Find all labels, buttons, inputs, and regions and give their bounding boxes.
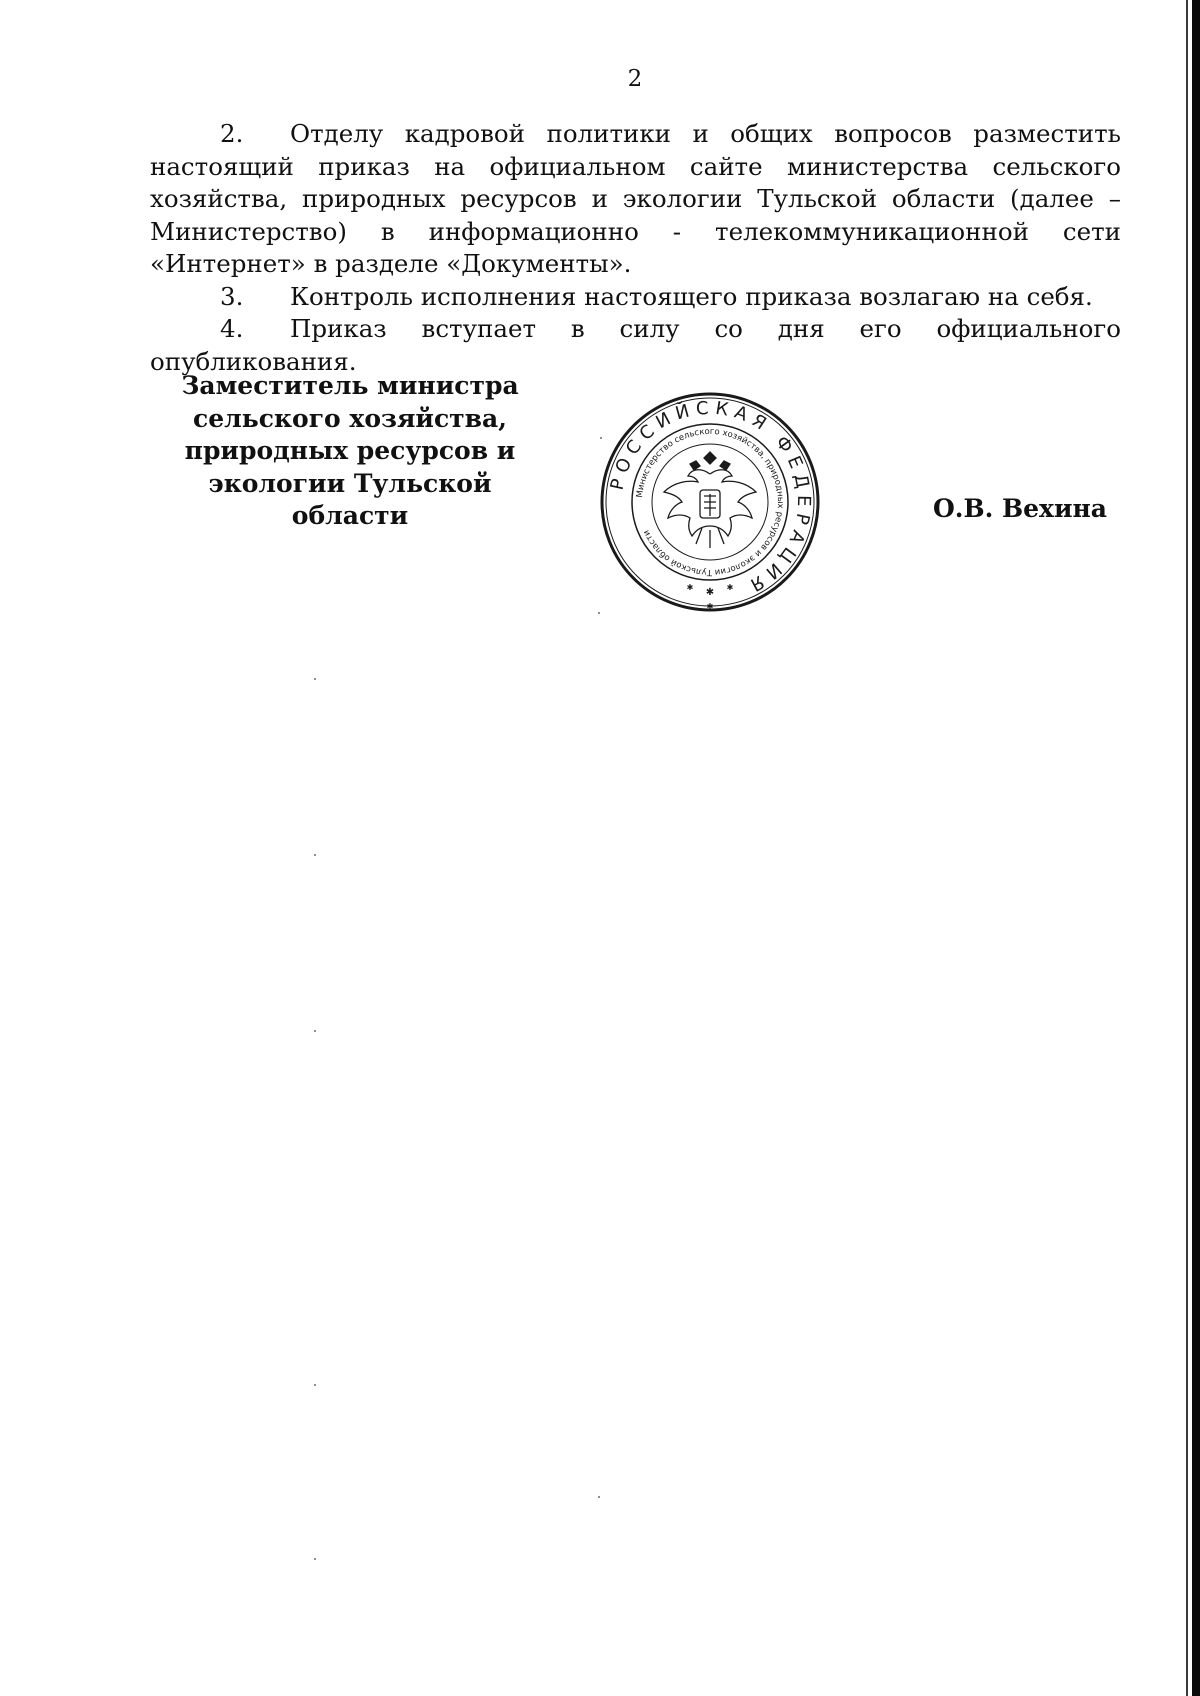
seal-inner-text: Министерство сельского хозяйства, природных ресурсов и экологии Тульской области: [635, 426, 786, 578]
paragraph-number: 4.: [220, 314, 244, 343]
official-seal: [598, 390, 822, 614]
scan-edge-border: [1192, 0, 1200, 1696]
paragraph-text: Контроль исполнения настоящего приказа возлагаю на себя.: [290, 281, 1093, 311]
paragraph-text: Отделу кадровой политики и общих вопросов разместить настоящий приказ на официальном сайте министерства сельского хозяйства, природных ресурсов и экологии Тульской области (далее – Министерство) в информационно - телекоммуникационной сети «Интернет» в разделе «Документы».: [150, 119, 1121, 278]
signer-position-line: природных ресурсов и: [184, 436, 516, 465]
svg-text:✱: ✱: [705, 587, 715, 598]
paragraph-number: 2.: [220, 119, 244, 148]
paragraph-3: [150, 281, 1121, 314]
scan-speck: [598, 1496, 600, 1498]
seal-outer-text: РОССИЙСКАЯ ФЕДЕРАЦИЯ: [606, 397, 815, 598]
svg-text:✱: ✱: [706, 602, 714, 611]
star-icon: [687, 583, 734, 611]
double-headed-eagle-icon: [664, 452, 756, 548]
signer-position-line: сельского хозяйства,: [193, 403, 507, 433]
scan-speck: [314, 1030, 316, 1032]
signer-position-line: Заместитель министра: [181, 371, 519, 400]
scan-speck: [314, 854, 316, 856]
paragraph-number: 3.: [220, 281, 244, 311]
paragraph-text: Приказ вступает в силу со дня его официального опубликования.: [150, 314, 1121, 376]
scan-edge-line: [1186, 0, 1188, 1696]
scan-speck: [314, 1384, 316, 1386]
order-body: [150, 118, 1121, 378]
signer-name: О.В. Вехина: [933, 494, 1107, 523]
signer-position-line: области: [291, 501, 409, 530]
page-number: 2: [627, 66, 643, 92]
scan-speck: [600, 437, 602, 439]
signer-position-line: экологии Тульской: [208, 468, 492, 498]
scan-speck: [598, 612, 600, 614]
scan-speck: [314, 1558, 316, 1560]
paragraph-2: [150, 118, 1121, 281]
svg-text:✱: ✱: [726, 583, 734, 592]
paragraph-4: [150, 313, 1121, 378]
scan-speck: [314, 678, 316, 680]
svg-text:✱: ✱: [686, 583, 694, 592]
signer-position: [175, 370, 525, 533]
